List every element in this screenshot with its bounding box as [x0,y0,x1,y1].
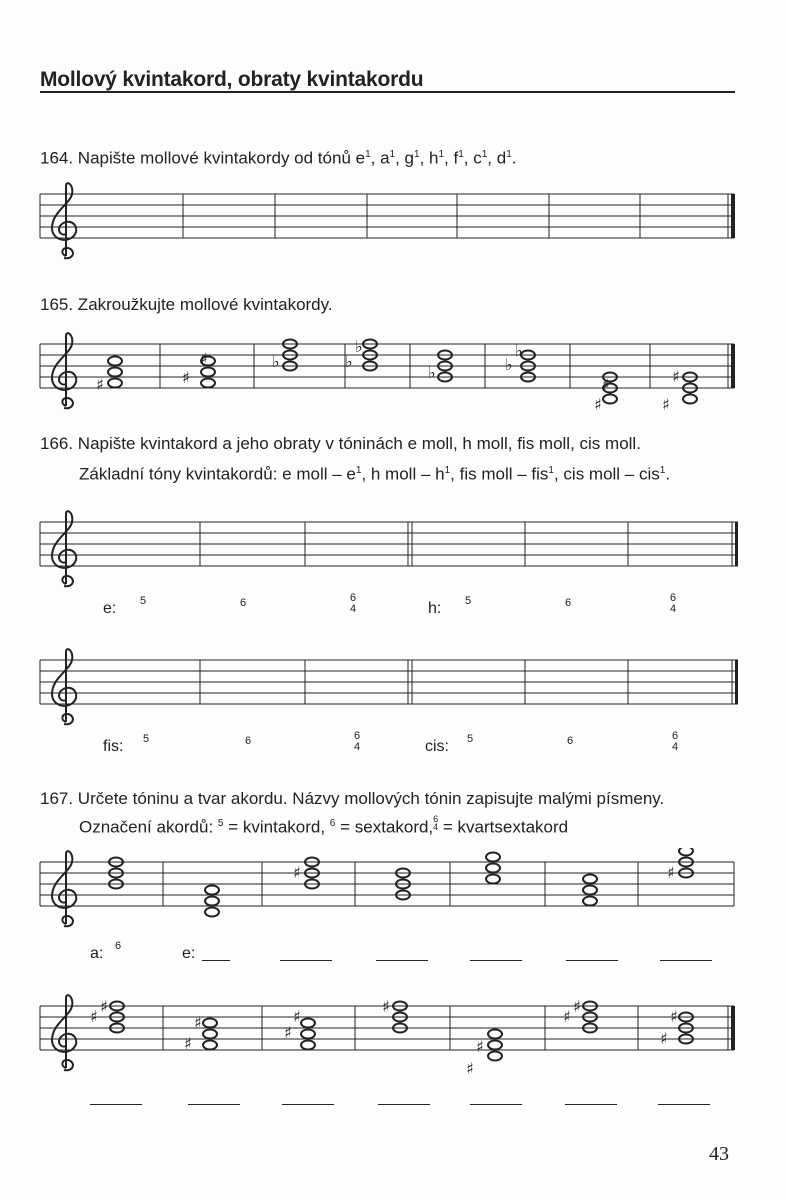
svg-text:♯: ♯ [184,1034,192,1053]
page-number: 43 [709,1143,729,1165]
answer-blank[interactable] [282,1104,334,1105]
staff-166-b [0,646,786,736]
staff-165 [0,330,786,420]
svg-text:♭: ♭ [272,352,280,371]
title-underline [40,91,735,93]
answer-key-e: e: [182,945,196,962]
figure-64: 6 4 [354,730,361,753]
svg-text:♭: ♭ [428,363,436,382]
svg-text:♭: ♭ [505,355,513,374]
accidental-icons [96,337,680,414]
svg-text:♯: ♯ [200,349,208,368]
exercise-166-line2: Základní tóny kvintakordů: e moll – $e^1$, h moll – $h^1$, fis moll – fis$^1$, cis moll – cis$^1$. [79,464,671,484]
figure-64: 6 4 [670,592,677,615]
answer-blank[interactable] [565,1104,617,1105]
svg-text:♯: ♯ [182,368,190,387]
svg-text:♯: ♯ [660,1029,668,1048]
answer-blank[interactable] [566,960,618,961]
answer-blank[interactable] [188,1104,240,1105]
svg-text:♯: ♯ [563,1007,571,1026]
key-label-cis: cis: [425,738,449,755]
staff-167-a [0,848,786,938]
exercise-167-line2: Označení akordů: $^5$ = kvintakord, $^6$ = sextakord, 6 4 = kvartsextakord [79,813,569,837]
answer-blank[interactable] [90,1104,142,1105]
answer-blank[interactable] [470,960,522,961]
answer-blank[interactable] [378,1104,430,1105]
staff-164 [0,180,786,270]
figure-6: 6 [240,597,247,609]
svg-text:♭: ♭ [515,341,523,360]
answer-figure: 6 [115,940,122,952]
figure-64: 6 4 [672,730,679,753]
answer-blank[interactable] [376,960,428,961]
svg-text:♯: ♯ [476,1037,484,1056]
staff-167-b [0,992,786,1092]
exercise-164-text: 164. Napište mollové kvintakordy od tónů $e^1$, $a^1$, $g^1$, $h^1$, $f^1$, $c^1$, $d^1$. [40,148,517,168]
answer-blank[interactable] [280,960,332,961]
svg-text:♯: ♯ [90,1007,98,1026]
accidental-icons [90,997,678,1078]
staff-166-a [0,508,786,598]
figure-5: 5 [467,733,474,745]
answer-blank[interactable] [658,1104,710,1105]
exercise-165-text: 165. Zakroužkujte mollové kvintakordy. [40,295,333,314]
figure-64: 6 4 [350,592,357,615]
figure-6: 6 [565,597,572,609]
answer-key-a: a: [90,945,104,962]
exercise-166-line1: 166. Napište kvintakord a jeho obraty v tóninách e moll, h moll, fis moll, cis moll. [40,434,641,453]
svg-text:♯: ♯ [602,375,610,394]
svg-text:♯: ♯ [466,1059,474,1078]
svg-text:♭: ♭ [355,337,363,356]
svg-text:♯: ♯ [96,375,104,394]
svg-text:♯: ♯ [293,863,301,882]
svg-text:♯: ♯ [194,1013,202,1032]
svg-text:♯: ♯ [594,395,602,414]
page-title: Mollový kvintakord, obraty kvintakordu [40,68,424,91]
svg-text:♯: ♯ [672,367,680,386]
figure-5: 5 [465,595,472,607]
figure-6: 6 [567,735,574,747]
svg-text:♯: ♯ [293,1007,301,1026]
svg-text:♯: ♯ [667,863,675,882]
svg-text:♯: ♯ [284,1023,292,1042]
figure-5: 5 [140,595,147,607]
svg-text:♯: ♯ [670,1007,678,1026]
svg-text:♯: ♯ [573,997,581,1016]
figure-6: 6 [245,735,252,747]
svg-text:♯: ♯ [382,997,390,1016]
key-label-h: h: [428,600,442,617]
key-label-fis: fis: [103,738,124,755]
answer-blank[interactable] [470,1104,522,1105]
exercise-167-line1: 167. Určete tóninu a tvar akordu. Názvy mollových tónin zapisujte malými písmeny. [40,789,665,808]
key-label-e: e: [103,600,117,617]
svg-text:♯: ♯ [662,395,670,414]
svg-text:♯: ♯ [100,997,108,1016]
ex164-intro: 164. Napište mollové kvintakordy od tónů e [40,148,366,168]
figure-5: 5 [143,733,150,745]
answer-blank[interactable] [660,960,712,961]
answer-blank[interactable] [202,960,230,961]
svg-text:♭: ♭ [345,352,353,371]
